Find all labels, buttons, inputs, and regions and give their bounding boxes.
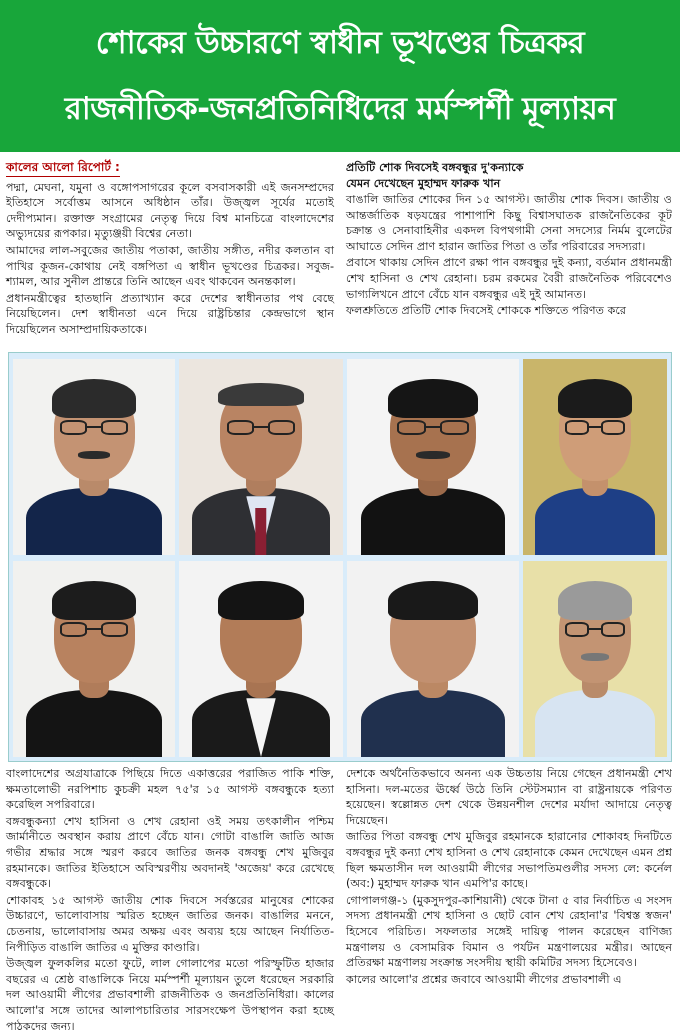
body-paragraph: শোকাবহ ১৫ আগস্ট জাতীয় শোক দিবসে সর্বস্তরের মানুষের শোকের উচ্চারণে, ভালোবাসায় স্মরিত হচ্ছেন জাতির জনক। বাঙালির মননে, চেতনায়, ভালোবাসায় অমর অক্ষয় এবং অব্যয় হয়ে আছেন নির্যাতিত-নিপীড়িত বাঙালি জাতির এ মুক্তির কাণ্ডারি। [6,893,334,954]
report-label: কালের আলো রিপোর্ট : [6,160,120,177]
body-column-right [346,766,672,988]
portrait-photo [179,561,343,757]
headline-line-2: রাজনীতিক-জনপ্রতিনিধিদের মর্মস্পর্শী মূল্যায়ন [64,91,616,127]
portrait-photo [13,359,175,555]
right-paragraph-3: ফলশ্রুতিতে প্রতিটি শোক দিবসেই শোককে শক্তিতে পরিণত করে [346,304,627,318]
portrait-photo [523,561,667,757]
headline-line-1: শোকের উচ্চারণে স্বাধীন ভূখণ্ডের চিত্রকর [95,25,585,61]
body-paragraph: গোপালগঞ্জ-১ (মুকসুদপুর-কাশিয়ানী) থেকে টানা ৫ বার নির্বাচিত এ সংসদ সদস্য প্রধানমন্ত্রী শেখ হাসিনা ও ছোট বোন শেখ রেহানা'র 'বিশ্বস্ত স্বজন' হিসেবে পরিচিত। সফলতার সঙ্গেই দায়িত্ব পালন করেছেন বাণিজ্য মন্ত্রণালয় ও বেসামরিক বিমান ও পর্যটন মন্ত্রণালয়ের মন্ত্রীর। আছেন প্রতিরক্ষা মন্ত্রণালয় সংক্রান্ত সংসদীয় স্থায়ী কমিটির সদস্য হিসেবেও। [346,893,672,970]
subheading-line-1: প্রতিটি শোক দিবসেই বঙ্গবন্ধুর দু'কন্যাকে [346,161,524,174]
portrait-photo [347,561,519,757]
portrait-photo [347,359,519,555]
intro-paragraph-1: পদ্মা, মেঘনা, যমুনা ও বঙ্গোপসাগরের কূলে বসবাসকারী এই জনসম্প্রদের ইতিহাসে সর্বোত্তম আসনে অধিষ্ঠান তাঁর। উজ্জ্বল সূর্যের মতোই দেদীপ্যমান। রক্তাক্ত সংগ্রামের নেতৃত্ব দিয়ে বিশ্ব মানচিত্রে বাংলাদেশের অভ্যুদয়ের রূপকার। মৃত্যুঞ্জয়ী বিশ্বের নেতা। [6,180,334,241]
portrait-photo [523,359,667,555]
intro-column [6,160,334,339]
body-column-left [6,766,334,1035]
body-paragraph: বাংলাদেশের অগ্রযাত্রাকে পিছিয়ে দিতে একাত্তরের পরাজিত পাকি শক্তি, ক্ষমতালোভী নরপিশাচ কুচক্রী মহল ৭৫'র ১৫ আগস্ট বঙ্গবন্ধুকে হত্যা করেছিল সপরিবারে। [6,767,334,812]
intro-paragraph-2: আমাদের লাল-সবুজের জাতীয় পতাকা, জাতীয় সঙ্গীত, নদীর কলতান বা পাখির কূজন-কোথায় নেই বঙ্গপিতা এ স্বাধীন ভূখণ্ডের চিত্রকর। সবুজ-শ্যামল, আর সুনীল প্রান্তরে তিনি আছেন এবং থাকবেন অনন্তকাল। [6,243,334,289]
body-paragraph: উজ্জ্বল ফুলকলির মতো ফুটে, লাল গোলাপের মতো পরিস্ফুটিত হাজার বছরের এ শ্রেষ্ঠ বাঙালিকে নিয়ে মর্মস্পর্শী মূল্যায়ন তুলে ধরেছেন সরকারি দল আওয়ামী লীগের প্রভাবশালী রাজনীতিক ও জনপ্রতিনিধিরা। কালের আলো'র সঙ্গে তাদের আলাপচারিতার সারসংক্ষেপ উপস্থাপন করা হচ্ছে পাঠকদের জন্য। [6,957,334,1033]
body-paragraph: দেশকে অর্থনৈতিকভাবে অনন্য এক উচ্চতায় নিয়ে গেছেন প্রধানমন্ত্রী শেখ হাসিনা। দল-মতের ঊর্ধ্বে উঠে তিনি স্টেটসম্যান বা রাষ্ট্রনায়কে পরিণত হয়েছেন। স্বল্লোন্নত দেশ থেকে উন্নয়নশীল দেশের মর্যাদা আদায়ে নেতৃত্ব দিয়েছেন। [346,767,672,827]
subhead-column [346,160,672,320]
body-paragraph: কালের আলো'র প্রশ্নের জবাবে আওয়ামী লীগের প্রভাবশালী এ [346,972,622,986]
right-paragraph-1: বাঙালি জাতির শোকের দিন ১৫ আগস্ট। জাতীয় শোক দিবস। জাতীয় ও আন্তর্জাতিক ষড়যন্ত্রের পাশাপাশি কিছু বিশ্বাসঘাতক রাজনৈতিকের কূট চক্রান্ত ও সেনাবাহিনীর একদল বিপথগামী সেনা সদস্যের নির্মম বুলেটের আঘাতে সেদিন প্রাণ হারান জাতির পিতা ও তাঁর পরিবারের সদস্যরা। [346,193,672,253]
body-paragraph: জাতির পিতা বঙ্গবন্ধু শেখ মুজিবুর রহমানকে হারানোর শোকাবহ দিনটিতে বঙ্গবন্ধুর দুই কন্যা শেখ হাসিনা ও শেখ রেহানাকে কেমন দেখেছেন এমন প্রশ্ন ছিল ক্ষমতাসীন দল আওয়ামী লীগের সভাপতিমণ্ডলীর সদস্য লে: কর্নেল (অব:) মুহাম্মদ ফারুক খান এমপি'র কাছে। [346,830,672,891]
intro-paragraph-3: প্রধানমন্ত্রীত্বের হাতছানি প্রত্যাখ্যান করে দেশের স্বাধীনতার পথ বেছে নিয়েছিলেন। দেশ স্বাধীনতা এনে দিয়ে রাষ্ট্রচিন্তার কেন্দ্রভাগে স্থান দিয়েছিলেন অসাম্প্রদায়িকতাকে। [6,291,334,336]
headline-banner [0,0,680,152]
subheading-line-2: যেমন দেখেছেন মুহাম্মদ ফারুক খান [346,177,501,190]
portrait-grid [8,352,672,762]
portrait-photo [179,359,343,555]
right-paragraph-2: প্রবাসে থাকায় সেদিন প্রাণে রক্ষা পান বঙ্গবন্ধুর দুই কন্যা, বর্তমান প্রধানমন্ত্রী শেখ হাসিনা ও শেখ রেহানা। চরম রকমের বৈরী রাজনৈতিক পরিবেশেও ভাগ্যলিখনে প্রাণে বেঁচে যান বঙ্গবন্ধুর এই দুই আমানত। [346,256,672,301]
body-paragraph: বঙ্গবন্ধুকন্যা শেখ হাসিনা ও শেখ রেহানা ওই সময় তৎকালীন পশ্চিম জার্মানীতে অবস্থান করায় প্রাণে বেঁচে যান। গোটা বাঙালি জাতি আজ গভীর শ্রদ্ধার সঙ্গে স্মরণ করবে জাতির জনক বঙ্গবন্ধু শেখ মুজিবুর রহমানকে। জাতির ইতিহাসে অবিস্মরণীয় অবদানই 'অজেয়' করে রেখেছে বঙ্গবন্ধুকে। [6,814,334,891]
portrait-photo [13,561,175,757]
